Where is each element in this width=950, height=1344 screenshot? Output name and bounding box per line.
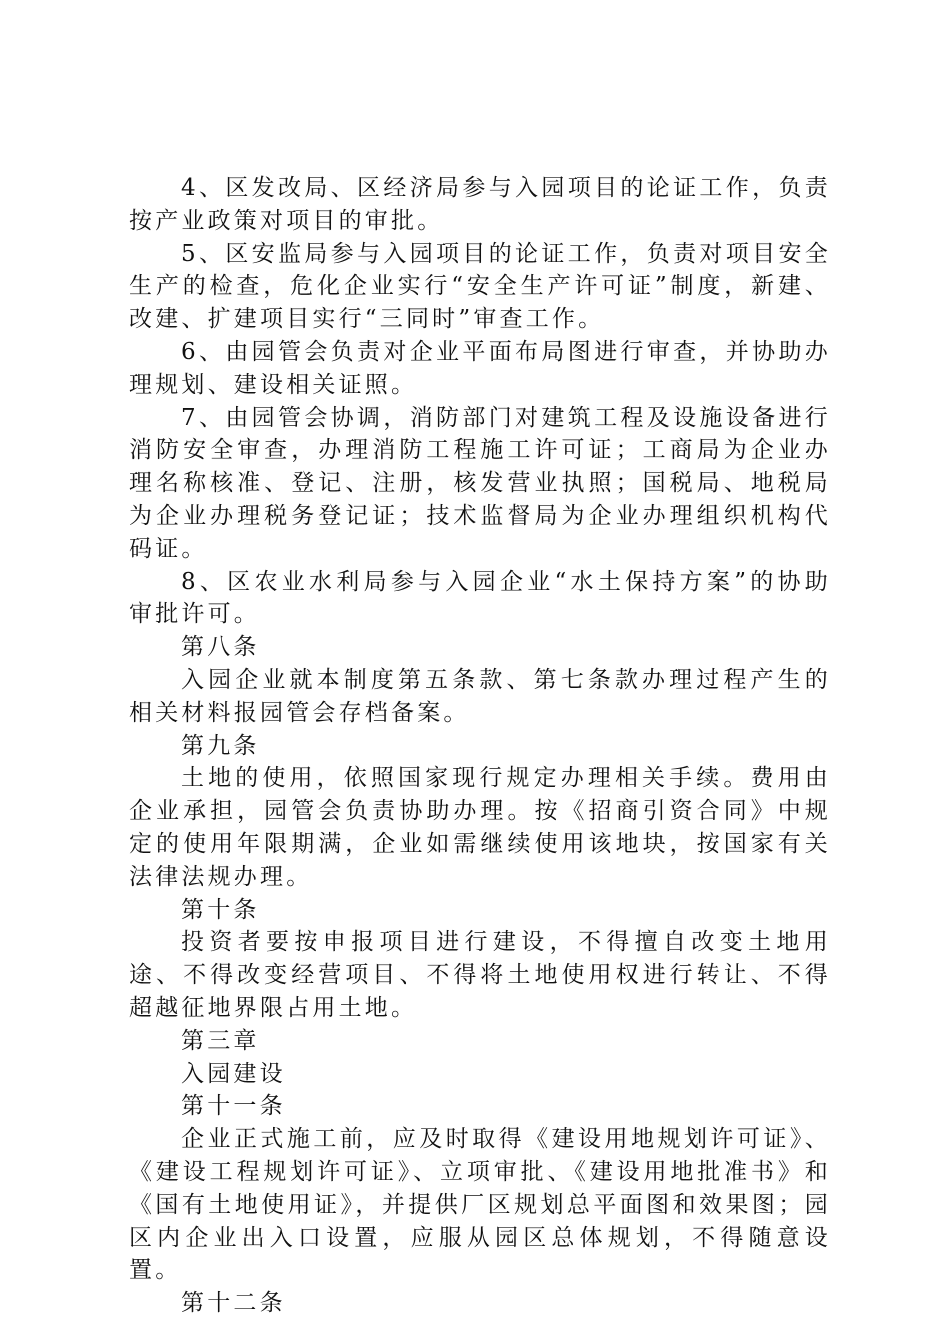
article-10-text: 投资者要按申报项目进行建设，不得擅自改变土地用途、不得改变经营项目、不得将土地使用权进行转让、不得超越征地界限占用土地。: [129, 929, 831, 1021]
article-9-text: 土地的使用，依照国家现行规定办理相关手续。费用由企业承担，园管会负责协助办理。按《招商引资合同》中规定的使用年限期满，企业如需继续使用该地块，按国家有关法律法规办理。: [129, 765, 831, 890]
article-heading-12: 第十二条: [181, 1290, 286, 1317]
paragraph-item-8: 8、区农业水利局参与入园企业“水土保持方案”的协助审批许可。: [129, 568, 831, 628]
article-heading-10: 第十条: [181, 896, 260, 923]
article-heading-8: 第八条: [181, 634, 260, 661]
document-body: [129, 172, 831, 1320]
paragraph-item-7: 7、由园管会协调，消防部门对建筑工程及设施设备进行消防安全审查，办理消防工程施工许可证；工商局为企业办理名称核准、登记、注册，核发营业执照；国税局、地税局为企业办理税务登记证；技术监督局为企业办理组织机构代码证。: [129, 404, 831, 562]
article-11-text: 企业正式施工前，应及时取得《建设用地规划许可证》、《建设工程规划许可证》、立项审批、《建设用地批准书》和《国有土地使用证》，并提供厂区规划总平面图和效果图；园区内企业出入口设置，应服从园区总体规划，不得随意设置。: [129, 1126, 831, 1284]
article-8-text: 入园企业就本制度第五条款、第七条款办理过程产生的相关材料报园管会存档备案。: [129, 666, 831, 726]
paragraph-item-6: 6、由园管会负责对企业平面布局图进行审查，并协助办理规划、建设相关证照。: [129, 338, 831, 398]
article-heading-9: 第九条: [181, 732, 260, 759]
chapter-3-title: 入园建设: [181, 1060, 286, 1087]
article-heading-11: 第十一条: [181, 1093, 286, 1120]
chapter-heading-3: 第三章: [181, 1027, 260, 1054]
paragraph-item-5: 5、区安监局参与入园项目的论证工作，负责对项目安全生产的检查，危化企业实行“安全生产许可证”制度，新建、改建、扩建项目实行“三同时”审查工作。: [129, 240, 831, 333]
paragraph-item-4: 4、区发改局、区经济局参与入园项目的论证工作，负责按产业政策对项目的审批。: [129, 175, 831, 234]
